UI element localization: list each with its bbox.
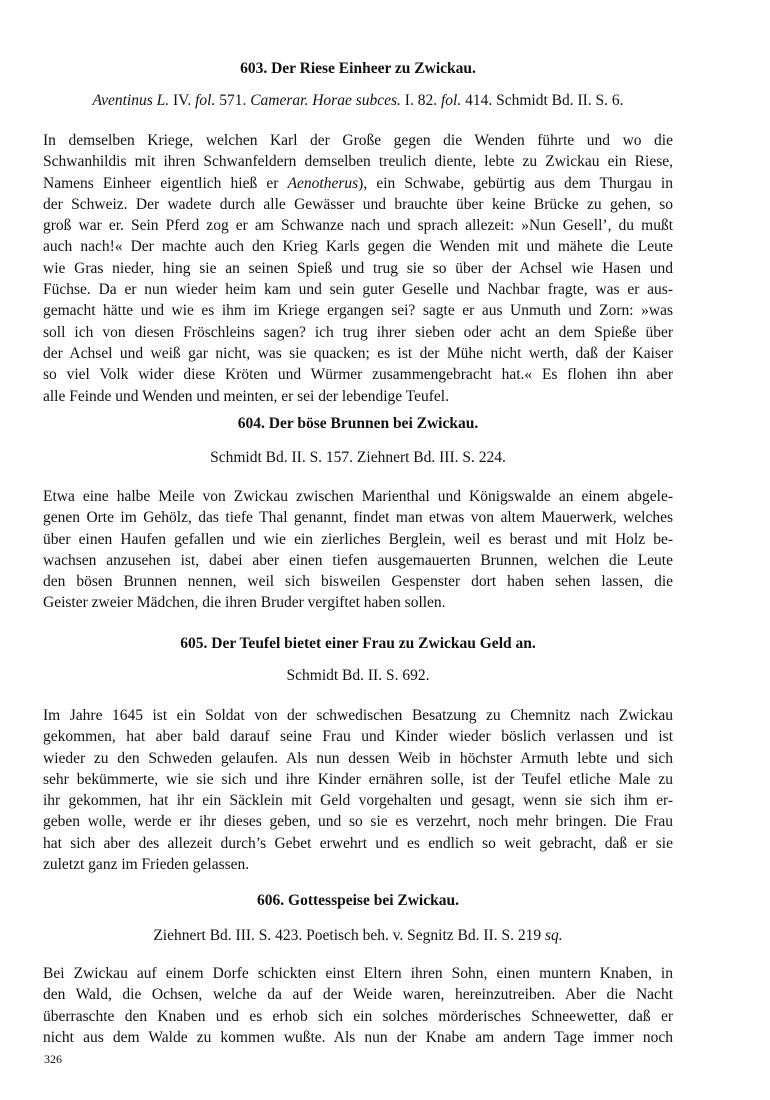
source-line-603: Aventinus L. IV. fol. 571. Camerar. Horae subces. I. 82. fol. 414. Schmidt Bd. II. S. 6. <box>92 92 624 109</box>
paragraph-606 <box>43 963 673 1048</box>
text-line: soll ich von diesen Fröschleins sagen? ich trug ihrer sieben oder acht an dem Spieße über <box>43 323 673 341</box>
text-line: überraschte den Knaben und es erhob sich ein solches mörderisches Schneewetter, daß er <box>43 1007 673 1025</box>
text-line: In demselben Kriege, welchen Karl der Große gegen die Wenden führte und wo die <box>43 132 673 149</box>
text-line: Füchse. Da er nun wieder heim kam und sein guter Geselle und Nachbar fragte, was er aus- <box>43 281 673 299</box>
text-line: wieder zu den Schweden gelaufen. Als nun dessen Weib in höchster Armuth lebte und sich <box>43 749 673 767</box>
text-line: den bösen Brunnen nennen, weil sich bisweilen Gespenster dort haben sehen lassen, die <box>43 573 673 591</box>
text-line: wachsen anzusehen ist, dabei aber einen tiefen ausgemauerten Brunnen, welchen die Leute <box>43 551 673 569</box>
page-number: 326 <box>44 1052 62 1066</box>
section-title-604: 604. Der böse Brunnen bei Zwickau. <box>237 415 479 432</box>
text-line: genen Orte im Gehölz, das tiefe Thal genannt, findet man etwas von altem Mauerwerk, welches <box>43 509 673 527</box>
text-line: den Wald, die Ochsen, welche da auf der Weide waren, hereinzutreiben. Aber die Nacht <box>43 986 673 1004</box>
text-line: Geister zweier Mädchen, die ihren Bruder vergiftet haben sollen. <box>43 594 446 612</box>
text-line: Namens Einheer eigentlich hieß er Aenotherus), ein Schwabe, gebürtig aus dem Thurgau in <box>43 174 673 192</box>
text-line: zuletzt ganz im Frieden gelassen. <box>43 856 250 874</box>
section-title-603: 603. Der Riese Einheer zu Zwickau. <box>240 60 476 77</box>
text-line: über einen Haufen gefallen und wie ein zierliches Berglein, weil es berast und mit Holz be- <box>43 530 673 548</box>
text-line: geben wolle, werde er ihr dieses geben, und so sie es verzehrt, noch mehr bringen. Die Frau <box>43 813 673 831</box>
paragraph-605 <box>43 705 673 875</box>
text-line: nicht aus dem Walde zu kommen wußte. Als nun der Knabe am andern Tage immer noch <box>43 1028 673 1046</box>
text-line: gemacht hätte und wie es ihm im Kriege ergangen sei? sagte er aus Unmuth und Zorn: »was <box>43 302 673 320</box>
text-line: ihr gekommen, hat ihr ein Säcklein mit Geld vorgehalten und gesagt, wenn sie sich ihm er- <box>43 792 673 810</box>
source-line-604: Schmidt Bd. II. S. 157. Ziehnert Bd. III. S. 224. <box>210 449 506 466</box>
text-line: Schwanhildis mit ihren Schwanfeldern demselben treulich diente, lebte zu Zwickau ein Riese, <box>43 153 673 171</box>
text-line: Etwa eine halbe Meile von Zwickau zwischen Marienthal und Königswalde an einem abgele- <box>43 488 673 505</box>
text-line: so viel Volk wider diese Kröten und Würmer zusammengebracht hat.« Es flohen ihn aber <box>43 366 673 384</box>
text-line: der Achsel und weiß gar nicht, was sie quacken; es ist der Mühe nicht werth, daß der Kaiser <box>43 344 673 362</box>
source-line-606: Ziehnert Bd. III. S. 423. Poetisch beh. v. Segnitz Bd. II. S. 219 sq. <box>153 927 563 944</box>
paragraph-603 <box>43 130 673 407</box>
text-line: wie Gras nieder, hing sie an seinen Spieß und trug sie so über der Achsel wie Hasen und <box>43 259 673 277</box>
source-line-605: Schmidt Bd. II. S. 692. <box>286 667 430 684</box>
text-line: hat sich aber des allezeit durch’s Gebet erwehrt und es endlich so weit gebracht, daß er sie <box>43 834 673 852</box>
paragraph-604 <box>43 486 673 614</box>
text-line: alle Feinde und Wenden und meinten, er sei der lebendige Teufel. <box>43 387 449 405</box>
text-line: Im Jahre 1645 ist ein Soldat von der schwedischen Besatzung zu Chemnitz nach Zwickau <box>43 707 673 724</box>
section-title-606: 606. Gottesspeise bei Zwickau. <box>257 892 459 909</box>
text-line: sehr bekümmerte, wie sie sich und ihre Kinder ernähren solle, ist der Teufel etliche Male zu <box>43 770 673 788</box>
text-line: groß war er. Sein Pferd zog er am Schwanze nach und sprach allezeit: »Nun Gesell’, du mußt <box>43 217 673 235</box>
section-title-605: 605. Der Teufel bietet einer Frau zu Zwickau Geld an. <box>180 635 536 652</box>
text-line: der Schweiz. Der wadete durch alle Gewässer und brauchte über keine Brücke zu gehen, so <box>43 195 673 213</box>
text-line: gekommen, hat aber bald darauf seine Frau und Kinder wieder böslich verlassen und ist <box>43 728 673 746</box>
text-line: Bei Zwickau auf einem Dorfe schickten einst Eltern ihren Sohn, einen muntern Knaben, in <box>43 965 673 982</box>
text-line: auch nach!« Der machte auch den Krieg Karls gegen die Wenden mit und mähete die Leute <box>43 238 673 256</box>
